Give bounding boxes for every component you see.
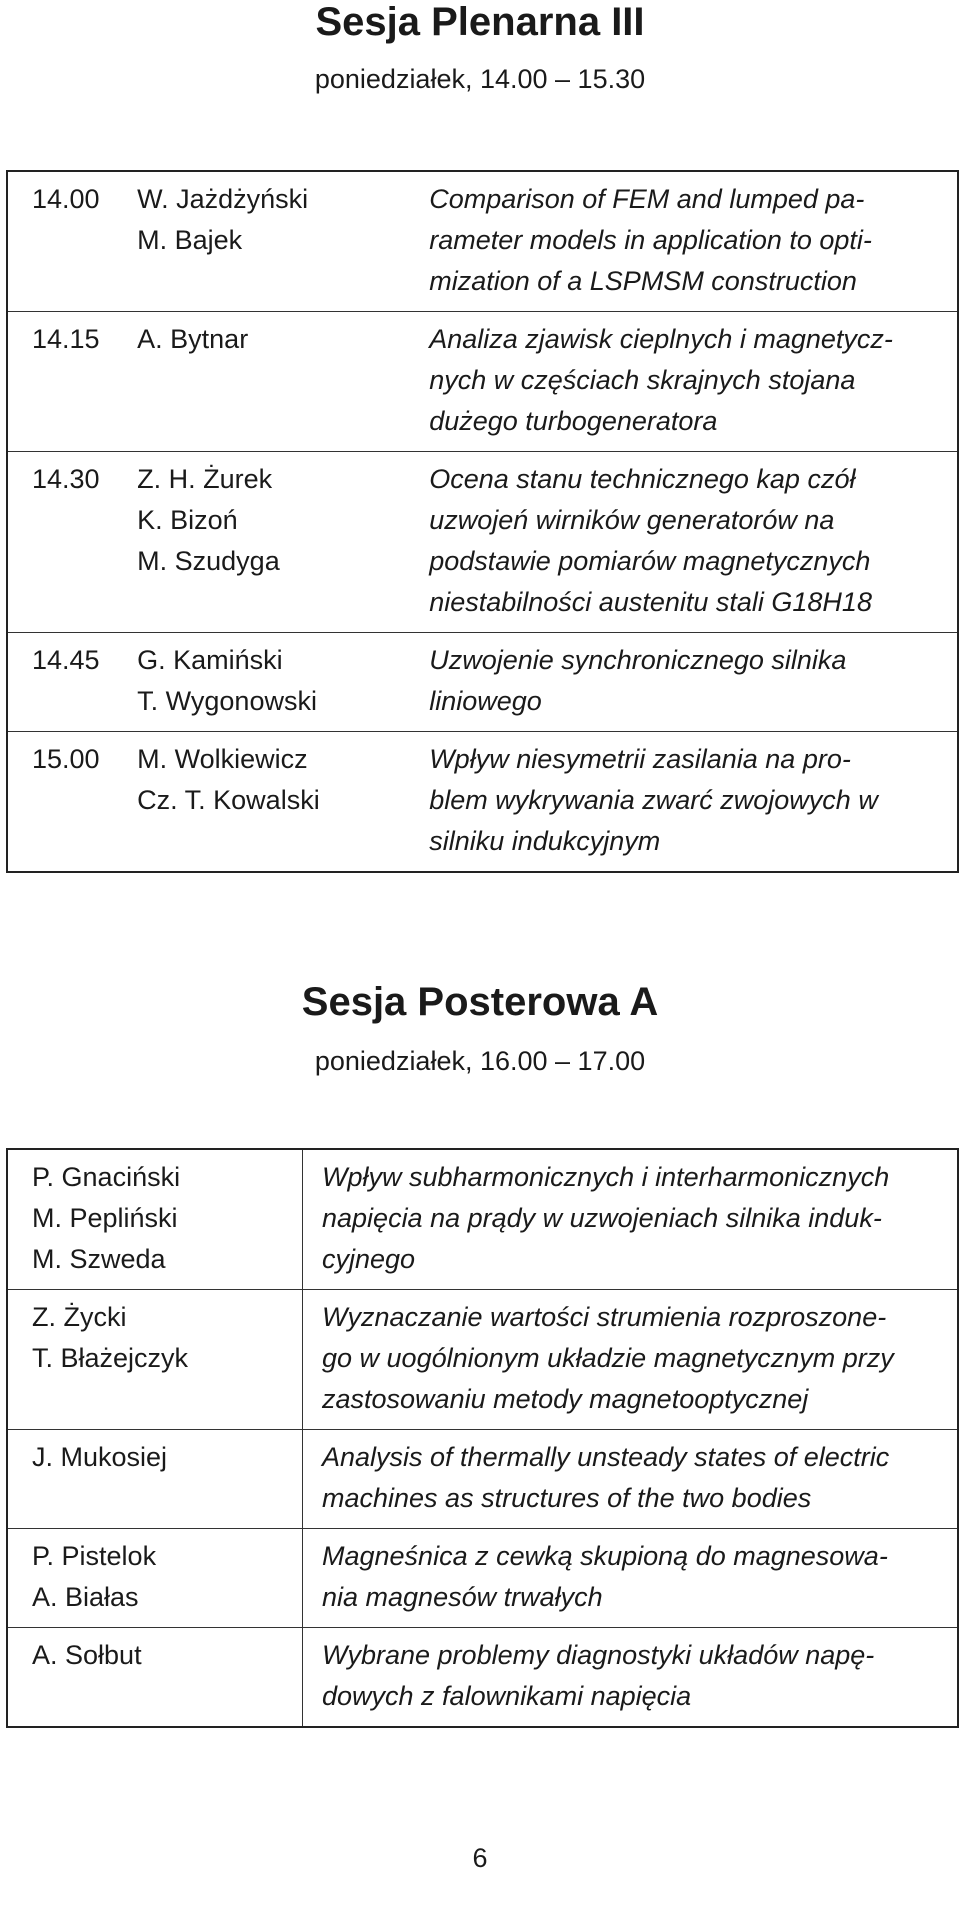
poster-title-line: Wybrane problemy diagnostyki układów napę-: [322, 1640, 875, 1670]
talk-title-line: rameter models in application to opti-: [429, 225, 872, 255]
talk-title: [429, 312, 958, 452]
author: A. Białas: [32, 1582, 139, 1612]
author: M. Wolkiewicz: [137, 744, 308, 774]
talk-title-line: silniku indukcyjnym: [429, 826, 661, 856]
poster-title: [303, 1529, 959, 1628]
author: A. Bytnar: [137, 324, 249, 354]
author: P. Gnaciński: [32, 1162, 181, 1192]
poster-title-line: machines as structures of the two bodies: [322, 1483, 812, 1513]
author: T. Wygonowski: [137, 686, 317, 716]
talk-title-line: dużego turbogeneratora: [429, 406, 718, 436]
talk-time: 14.30: [7, 452, 137, 633]
talk-title-line: Analiza zjawisk cieplnych i magnetycz-: [429, 324, 893, 354]
poster-title: [303, 1628, 959, 1728]
talk-title: [429, 732, 958, 873]
talk-authors: [137, 452, 429, 633]
talk-title-line: Ocena stanu technicznego kap czół: [429, 464, 856, 494]
author: Cz. T. Kowalski: [137, 785, 320, 815]
author: W. Jażdżyński: [137, 184, 309, 214]
talk-title: [429, 633, 958, 732]
author: K. Bizoń: [137, 505, 238, 535]
author: G. Kamiński: [137, 645, 283, 675]
talk-title-line: podstawie pomiarów magnetycznych: [429, 546, 871, 576]
poster-title-line: Analysis of thermally unsteady states of electric: [322, 1442, 890, 1472]
talk-title-line: Uzwojenie synchronicznego silnika: [429, 645, 847, 675]
author: M. Bajek: [137, 225, 243, 255]
talk-time: 15.00: [7, 732, 137, 873]
talk-title: [429, 171, 958, 312]
plenary-session-title: Sesja Plenarna III: [315, 0, 645, 44]
talk-title-line: nych w częściach skrajnych stojana: [429, 365, 856, 395]
poster-title: [303, 1290, 959, 1430]
plenary-row: [7, 452, 958, 633]
talk-authors: [137, 312, 429, 452]
plenary-row: [7, 633, 958, 732]
talk-title-line: blem wykrywania zwarć zwojowych w: [429, 785, 878, 815]
talk-title-line: uzwojeń wirników generatorów na: [429, 505, 835, 535]
author: M. Pepliński: [32, 1203, 178, 1233]
plenary-session-time: poniedziałek, 14.00 – 15.30: [314, 64, 646, 94]
talk-title-line: niestabilności austenitu stali G18H18: [429, 587, 872, 617]
poster-title-line: Wyznaczanie wartości strumienia rozproszone-: [322, 1302, 887, 1332]
talk-title-line: liniowego: [429, 686, 542, 716]
poster-row: [7, 1149, 958, 1290]
poster-row: [7, 1290, 958, 1430]
poster-session-time: poniedziałek, 16.00 – 17.00: [314, 1046, 646, 1076]
author: J. Mukosiej: [32, 1442, 168, 1472]
poster-authors: [7, 1430, 303, 1529]
poster-title-line: zastosowaniu metody magnetooptycznej: [322, 1384, 809, 1414]
poster-schedule-table: [6, 1148, 959, 1728]
author: A. Sołbut: [32, 1640, 142, 1670]
plenary-row: [7, 312, 958, 452]
plenary-row: [7, 732, 958, 873]
plenary-row: [7, 171, 958, 312]
poster-row: [7, 1628, 958, 1728]
poster-title-line: go w uogólnionym układzie magnetycznym przy: [322, 1343, 894, 1373]
talk-time: 14.45: [7, 633, 137, 732]
plenary-schedule-table: [6, 170, 959, 873]
talk-title: [429, 452, 958, 633]
poster-title-line: Magneśnica z cewką skupioną do magnesowa-: [322, 1541, 888, 1571]
poster-title-line: Wpływ subharmonicznych i interharmonicznych: [322, 1162, 890, 1192]
poster-authors: [7, 1628, 303, 1728]
author: M. Szudyga: [137, 546, 280, 576]
poster-title: [303, 1430, 959, 1529]
talk-title-line: mization of a LSPMSM construction: [429, 266, 857, 296]
talk-time: 14.00: [32, 184, 100, 214]
talk-authors: [137, 171, 429, 312]
talk-authors: [137, 633, 429, 732]
poster-authors: [7, 1529, 303, 1628]
poster-row: [7, 1529, 958, 1628]
author: P. Pistelok: [32, 1541, 157, 1571]
poster-authors: [7, 1149, 303, 1290]
author: Z. H. Żurek: [137, 464, 273, 494]
poster-session-title: Sesja Posterowa A: [301, 980, 659, 1024]
poster-row: [7, 1430, 958, 1529]
talk-title-line: Wpływ niesymetrii zasilania na pro-: [429, 744, 851, 774]
poster-title-line: napięcia na prądy w uzwojeniach silnika induk-: [322, 1203, 882, 1233]
poster-title-line: dowych z falownikami napięcia: [322, 1681, 692, 1711]
poster-title: [303, 1149, 959, 1290]
page-number: 6: [472, 1843, 488, 1873]
talk-time: 14.15: [7, 312, 137, 452]
talk-title-line: Comparison of FEM and lumped pa-: [429, 184, 865, 214]
poster-title-line: cyjnego: [322, 1244, 416, 1274]
poster-authors: [7, 1290, 303, 1430]
talk-authors: [137, 732, 429, 873]
author: T. Błażejczyk: [32, 1343, 189, 1373]
poster-title-line: nia magnesów trwałych: [322, 1582, 603, 1612]
author: Z. Życki: [32, 1302, 127, 1332]
author: M. Szweda: [32, 1244, 166, 1274]
